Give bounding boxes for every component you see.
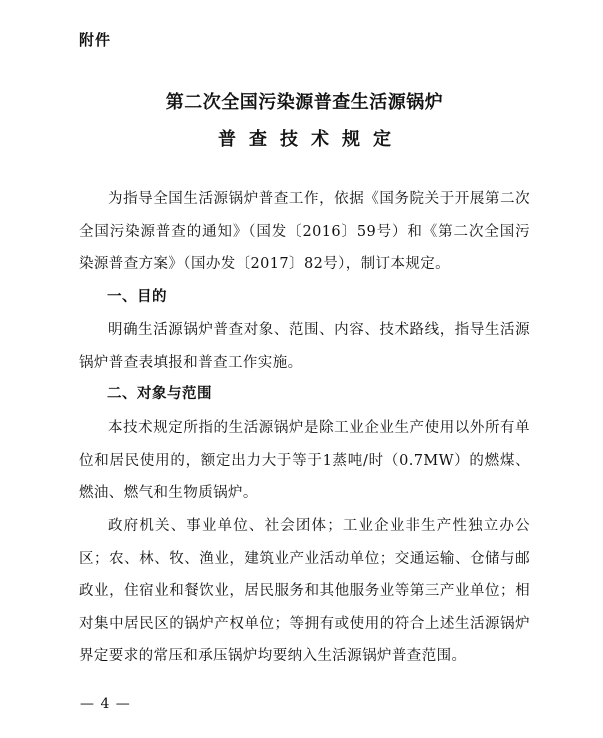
section-heading-scope: 二、对象与范围 [107,386,212,402]
attachment-label: 附件 [79,31,112,49]
section-heading-purpose: 一、目的 [107,289,167,305]
scope-paragraph-1: 本技术规定所指的生活源锅炉是除工业企业生产使用以外所有单位和居民使用的，额定出力大于等于1蒸吨/时（0.7MW）的燃煤、燃油、燃气和生物质锅炉。 [79,420,530,502]
page-number: — 4 — [80,696,131,712]
document-title-line-2: 普查技术规定 [218,129,404,150]
document-title-line-1: 第二次全国污染源普查生活源锅炉 [165,92,444,113]
purpose-paragraph: 明确生活源锅炉普查对象、范围、内容、技术路线，指导生活源锅炉普查表填报和普查工作实施。 [79,322,530,371]
scope-paragraph-2: 政府机关、事业单位、社会团体；工业企业非生产性独立办公区；农、林、牧、渔业，建筑业产业活动单位；交通运输、仓储与邮政业，住宿业和餐饮业，居民服务和其他服务业等第三产业单位；相对集中居民区的锅炉产权单位；等拥有或使用的符合上述生活源锅炉界定要求的常压和承压锅炉均要纳入生活源锅炉普查范围。 [79,518,530,665]
intro-paragraph: 为指导全国生活源锅炉普查工作，依据《国务院关于开展第二次全国污染源普查的通知》（国发〔2016〕59号）和《第二次全国污染源普查方案》（国办发〔2017〕82号），制订本规定。 [79,191,530,273]
